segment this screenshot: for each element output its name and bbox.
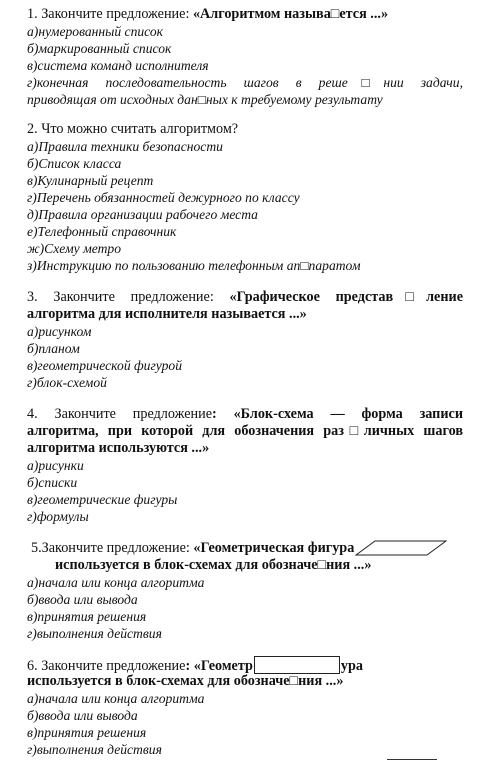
option-b: б)ввода или вывода (27, 708, 138, 723)
prompt-bold-text: : «Блок-схема — форма записи (212, 406, 463, 422)
option-e: д)Правила организации рабочего места (27, 207, 258, 222)
question-6-prompt (27, 656, 463, 673)
prompt-text: 5.Закончите предложение: (31, 540, 194, 556)
option-b: б)списки (27, 475, 78, 490)
question-5-prompt-continued: используется в блок-схемах для обозначе□ния ...» (55, 557, 372, 573)
prompt-text: 2. Что можно считать алгоритмом? (27, 121, 239, 137)
option-c: в)система команд исполнителя (27, 58, 209, 73)
option-d: г)формулы (27, 509, 89, 524)
question-4-prompt-line-3: алгоритма используются ...» (27, 440, 210, 456)
question-2 (27, 121, 463, 274)
option-g: ж)Схему метро (27, 241, 122, 256)
option-a: а)начала или конца алгоритма (27, 691, 205, 706)
prompt-bold-text: «Алгоритмом называ□ется ...» (192, 6, 389, 22)
question-5 (27, 540, 463, 642)
question-3-prompt-continued: алгоритма для исполнителя называется ...» (27, 306, 307, 322)
option-d: г)Перечень обязанностей дежурного по классу (27, 190, 300, 205)
option-c: в)принятия решения (27, 609, 147, 624)
option-d: г)выполнения действия (27, 742, 162, 757)
question-3 (27, 289, 463, 391)
question-4-prompt-line-2: алгоритма, при которой для обозначения раз□личных шагов (27, 423, 463, 439)
option-c: в)принятия решения (27, 725, 147, 740)
question-2-prompt (27, 121, 463, 138)
option-b: б)ввода или вывода (27, 592, 138, 607)
option-d: г)выполнения действия (27, 626, 162, 641)
prompt-text: 4. Закончите предложение (27, 406, 213, 422)
prompt-bold-text: «Графическое представ□ление (229, 289, 463, 305)
prompt-bold-text: : «Геометр (185, 658, 253, 674)
prompt-bold-text-end: ура (340, 658, 363, 674)
question-4-prompt (27, 406, 463, 423)
bottom-divider (387, 759, 437, 760)
question-1 (27, 6, 463, 108)
option-d: г)блок-схемой (27, 375, 107, 390)
prompt-text: 6. Закончите предложение (27, 658, 186, 674)
option-c: в)геометрической фигурой (27, 358, 183, 373)
option-d-continued: приводящая от исходных дан□ных к требуемому результату (27, 92, 383, 107)
prompt-text: 1. Закончите предложение: (27, 6, 193, 22)
question-6 (27, 656, 463, 758)
prompt-bold-text: «Геометрическая фигура (193, 540, 355, 556)
option-c: в)Кулинарный рецепт (27, 173, 154, 188)
option-b: б)планом (27, 341, 80, 356)
parallelogram-shape-icon (355, 540, 447, 556)
option-d: г)конечная последовательность шагов в реше□нии задачи, (27, 75, 463, 90)
rectangle-shape-icon (254, 656, 340, 674)
option-b: б)маркированный список (27, 41, 172, 56)
option-a: а)нумерованный список (27, 24, 164, 39)
option-b: б)Список класса (27, 156, 122, 171)
option-h: з)Инструкцию по пользованию телефонным ап□паратом (27, 258, 361, 273)
prompt-text: 3. Закончите предложение: (27, 289, 230, 305)
option-a: а)начала или конца алгоритма (27, 575, 205, 590)
option-a: а)Правила техники безопасности (27, 139, 223, 154)
option-c: в)геометрические фигуры (27, 492, 178, 507)
option-a: а)рисунки (27, 458, 84, 473)
question-1-prompt (27, 6, 463, 23)
question-5-prompt (31, 540, 463, 557)
option-f: е)Телефонный справочник (27, 224, 177, 239)
option-a: а)рисунком (27, 324, 92, 339)
question-4 (27, 406, 463, 525)
question-3-prompt (27, 289, 463, 306)
question-6-prompt-continued: используется в блок-схемах для обозначе□ния ...» (27, 673, 344, 689)
